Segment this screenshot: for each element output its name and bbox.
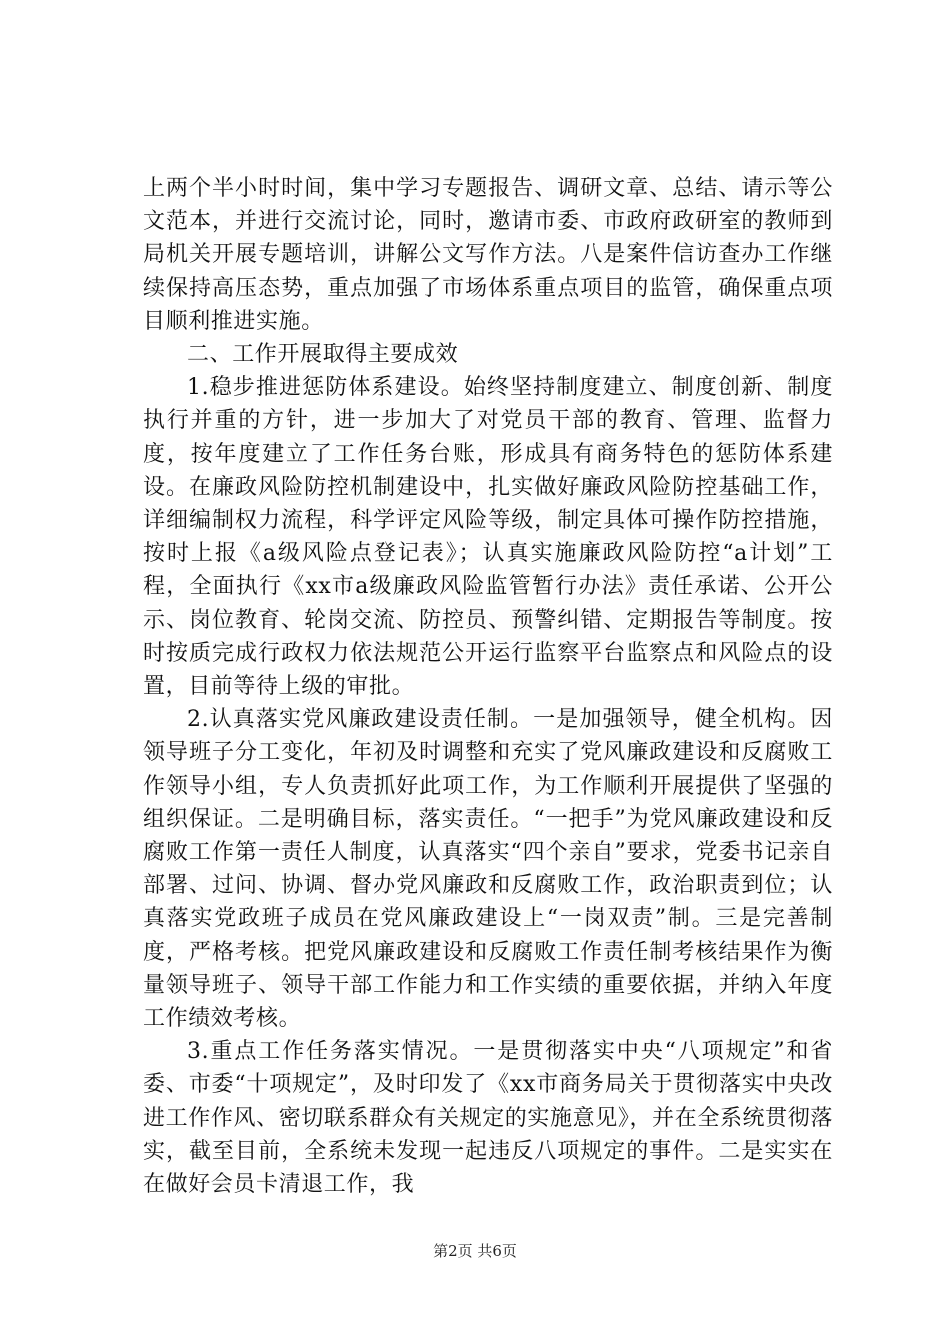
section-heading: 二、工作开展取得主要成效 (187, 342, 459, 368)
paragraph-item-1: 1.稳步推进惩防体系建设。始终坚持制度建立、制度创新、制度执行并重的方针，进一步加大了对党员干部的教育、管理、监督力度，按年度建立了工作任务台账，形成具有商务特色的惩防体系建设。在廉政风险防控机制建设中，扎实做好廉政风险防控基础工作，详细编制权力流程，科学评定风险等级，制定具体可操作防控措施，按时上报《a级风险点登记表》；认真实施廉政风险防控“a计划”工程，全面执行《xx市a级廉政风险监管暂行办法》责任承诺、公开公示、岗位教育、轮岗交流、防控员、预警纠错、定期报告等制度。按时按质完成行政权力依法规范公开运行监察平台监察点和风险点的设置，目前等待上级的审批。 (143, 375, 833, 700)
paragraph-continuation: 上两个半小时时间，集中学习专题报告、调研文章、总结、请示等公文范本，并进行交流讨论，同时，邀请市委、市政府政研室的教师到局机关开展专题培训，讲解公文写作方法。八是案件信访查办工作继续保持高压态势，重点加强了市场体系重点项目的监管，确保重点项目顺利推进实施。 (143, 176, 833, 334)
document-body (143, 172, 833, 1201)
page-footer: 第2页 共6页 (433, 1242, 517, 1260)
paragraph-item-3: 3.重点工作任务落实情况。一是贯彻落实中央“八项规定”和省委、市委“十项规定”，及时印发了《xx市商务局关于贯彻落实中央改进工作作风、密切联系群众有关规定的实施意见》，并在全系统贯彻落实，截至目前，全系统未发现一起违反八项规定的事件。二是实实在在做好会员卡清退工作，我 (143, 1039, 833, 1198)
paragraph-item-2: 2.认真落实党风廉政建设责任制。一是加强领导，健全机构。因领导班子分工变化，年初及时调整和充实了党风廉政建设和反腐败工作领导小组，专人负责抓好此项工作，为工作顺利开展提供了坚强的组织保证。二是明确目标，落实责任。“一把手”为党风廉政建设和反腐败工作第一责任人制度，认真落实“四个亲自”要求，党委书记亲自部署、过问、协调、督办党风廉政和反腐败工作，政治职责到位；认真落实党政班子成员在党风廉政建设上“一岗双责”制。三是完善制度，严格考核。把党风廉政建设和反腐败工作责任制考核结果作为衡量领导班子、领导干部工作能力和工作实绩的重要依据，并纳入年度工作绩效考核。 (143, 707, 833, 1032)
